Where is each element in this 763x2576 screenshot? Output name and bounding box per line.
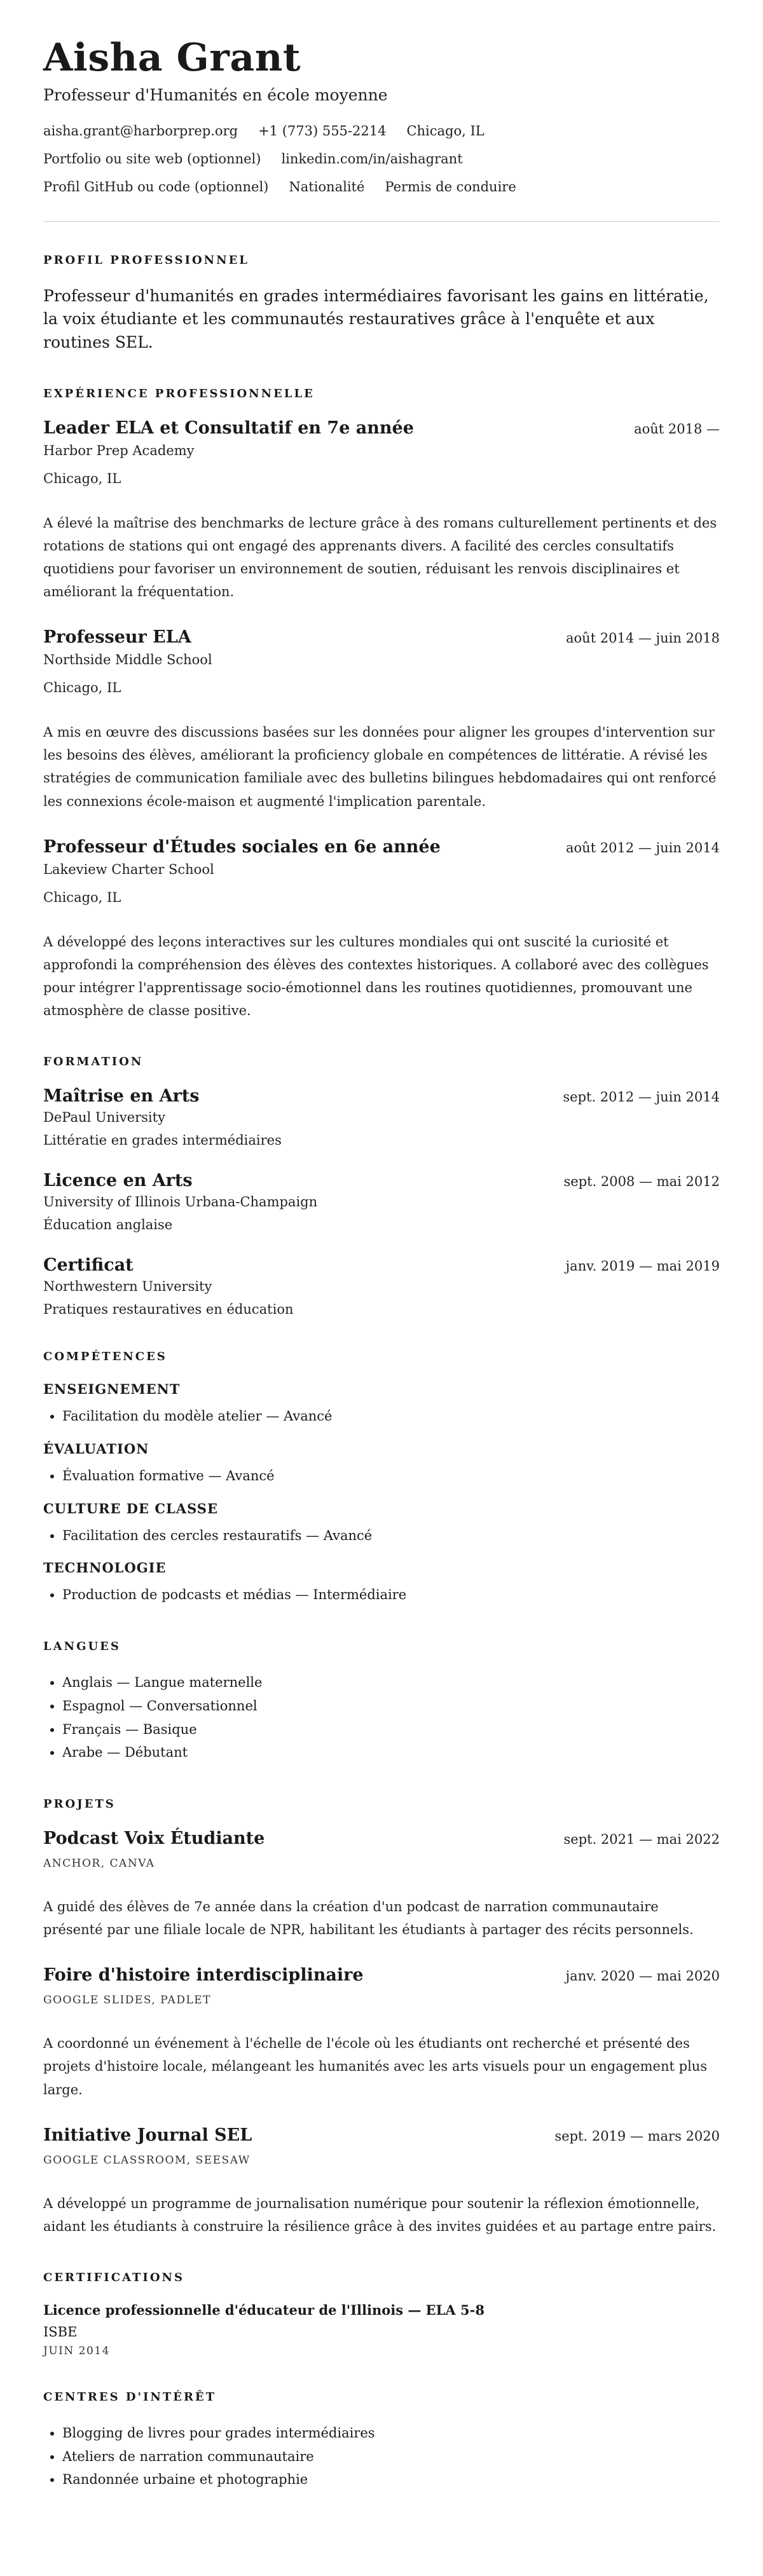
interests-section: [43, 2390, 720, 2491]
interests-list: [43, 2422, 720, 2491]
project-description: A développé un programme de journalisation numérique pour soutenir la réflexion émotionnelle, aidant les étudiants à construire la résilience grâce à des invites guidées et au partage entre pairs.: [43, 2195, 717, 2234]
job-location: Chicago, IL: [43, 470, 121, 486]
education-section: [43, 1055, 720, 1317]
job-title: Professeur ELA: [43, 627, 191, 648]
projects-section: [43, 1797, 720, 2238]
skill-category: CULTURE DE CLASSE: [43, 1500, 218, 1516]
education-entry: [43, 1255, 720, 1317]
project-description: A guidé des élèves de 7e année dans la création d'un podcast de narration communautaire présenté par une filiale locale de NPR, habilitant les étudiants à partager des récits personnels.: [43, 1899, 694, 1938]
project-tools: GOOGLE CLASSROOM, SEESAW: [43, 2153, 251, 2167]
skill-item: • Production de podcasts et médias — Intermédiaire: [62, 1583, 720, 1607]
certification-name: Licence professionnelle d'éducateur de l'Illinois — ELA 5-8: [43, 2301, 485, 2318]
job-dates: août 2014 — juin 2018: [566, 630, 720, 646]
contact-linkedin[interactable]: linkedin.com/in/aishagrant: [281, 151, 463, 167]
job-employer: Northside Middle School: [43, 652, 212, 668]
project-entry: [43, 1829, 720, 1941]
resume-header: [43, 38, 720, 194]
section-title-languages: LANGUES: [43, 1640, 121, 1654]
section-title-education: FORMATION: [43, 1055, 144, 1069]
contact-location: Chicago, IL: [406, 123, 485, 139]
degree-title: Licence en Arts: [43, 1171, 193, 1191]
skill-item: • Facilitation des cercles restauratifs — Avancé: [62, 1524, 720, 1548]
school-name: DePaul University: [43, 1110, 165, 1126]
job-employer: Lakeview Charter School: [43, 861, 214, 877]
education-entry: [43, 1086, 720, 1148]
contact-license: Permis de conduire: [385, 179, 516, 194]
skill-category: ENSEIGNEMENT: [43, 1381, 181, 1398]
contact-nationality: Nationalité: [289, 179, 365, 194]
job-description: A mis en œuvre des discussions basées sur les données pour aligner les groupes d'intervention sur les besoins des élèves, améliorant la proficiency globale en compétences de littératie. A révisé les stratégies de communication familiale avec des bulletins bilingues hebdomadaires qui ont renforcé les connexions école-maison et augmenté l'implication parentale.: [43, 725, 717, 809]
project-title: Foire d'histoire interdisciplinaire: [43, 1965, 364, 1986]
skill-group: [43, 1381, 720, 1428]
job-title: Leader ELA et Consultatif en 7e année: [43, 418, 414, 438]
project-tools: GOOGLE SLIDES, PADLET: [43, 1994, 211, 2007]
section-title-projects: PROJETS: [43, 1797, 116, 1811]
contact-portfolio[interactable]: Portfolio ou site web (optionnel): [43, 151, 261, 167]
certification-entry: [43, 2302, 720, 2357]
project-entry: [43, 2125, 720, 2238]
skills-section: [43, 1350, 720, 1607]
languages-list: [43, 1671, 720, 1764]
project-title: Initiative Journal SEL: [43, 2125, 252, 2145]
job-dates: août 2012 — juin 2014: [566, 840, 720, 855]
job-location: Chicago, IL: [43, 889, 121, 905]
header-divider: [43, 221, 720, 222]
interest-item: • Randonnée urbaine et photographie: [62, 2468, 720, 2491]
school-name: University of Illinois Urbana-Champaign: [43, 1194, 318, 1210]
section-title-interests: CENTRES D'INTÉRÊT: [43, 2390, 217, 2404]
skill-category: TECHNOLOGIE: [43, 1560, 167, 1576]
project-entry: [43, 1965, 720, 2101]
interest-item: • Ateliers de narration communautaire: [62, 2445, 720, 2469]
school-name: Northwestern University: [43, 1279, 212, 1295]
skill-group: [43, 1560, 720, 1607]
degree-dates: sept. 2012 — juin 2014: [563, 1089, 720, 1105]
certifications-section: [43, 2271, 720, 2357]
degree-field: Littératie en grades intermédiaires: [43, 1133, 282, 1148]
project-tools: ANCHOR, CANVA: [43, 1857, 155, 1871]
contact-row-2: [43, 151, 720, 167]
certification-issuer: ISBE: [43, 2324, 78, 2340]
skill-group: [43, 1501, 720, 1548]
project-description: A coordonné un événement à l'échelle de l'école où les étudiants ont recherché et présenté des projets d'histoire locale, mélangeant les humanités avec les arts visuels pour un engagement plus large.: [43, 2036, 708, 2097]
experience-section: [43, 387, 720, 1022]
job-employer: Harbor Prep Academy: [43, 442, 195, 458]
interest-item: • Blogging de livres pour grades intermédiaires: [62, 2422, 720, 2445]
degree-dates: sept. 2008 — mai 2012: [563, 1174, 720, 1190]
contact-row-3: [43, 179, 720, 194]
project-dates: janv. 2020 — mai 2020: [565, 1968, 720, 1984]
language-item: • Français — Basique: [62, 1718, 720, 1741]
project-dates: sept. 2019 — mars 2020: [554, 2128, 720, 2144]
job-dates: août 2018 —: [634, 421, 720, 437]
certification-date: JUIN 2014: [43, 2344, 110, 2357]
experience-entry: [43, 418, 720, 603]
contact-phone[interactable]: +1 (773) 555-2214: [258, 123, 387, 139]
section-title-experience: EXPÉRIENCE PROFESSIONNELLE: [43, 386, 315, 400]
skill-item: • Facilitation du modèle atelier — Avancé: [62, 1405, 720, 1428]
degree-title: Certificat: [43, 1255, 134, 1276]
section-title-certifications: CERTIFICATIONS: [43, 2270, 184, 2284]
degree-field: Éducation anglaise: [43, 1217, 173, 1233]
experience-entry: [43, 837, 720, 1022]
skill-category: ÉVALUATION: [43, 1440, 149, 1457]
project-dates: sept. 2021 — mai 2022: [563, 1832, 720, 1848]
candidate-name: Aisha Grant: [43, 36, 301, 80]
degree-title: Maîtrise en Arts: [43, 1086, 200, 1107]
language-item: • Espagnol — Conversationnel: [62, 1694, 720, 1718]
profile-summary: Professeur d'humanités en grades intermédiaires favorisant les gains en littératie, la voix étudiante et les communautés restauratives grâce à l'enquête et aux routines SEL.: [43, 287, 709, 351]
languages-section: [43, 1640, 720, 1764]
job-description: A élevé la maîtrise des benchmarks de lecture grâce à des romans culturellement pertinents et des rotations de stations qui ont engagé des apprenants divers. A facilité des cercles consultatifs quotidiens pour favoriser un environnement de soutien, réduisant les renvois disciplinaires et améliorant la fréquentation.: [43, 515, 717, 600]
education-entry: [43, 1171, 720, 1232]
profile-section: [43, 254, 720, 354]
contact-email[interactable]: aisha.grant@harborprep.org: [43, 123, 238, 139]
job-description: A développé des leçons interactives sur les cultures mondiales qui ont suscité la curiosité et approfondi la compréhension des élèves des contextes historiques. A collaboré avec des collègues pour intégrer l'apprentissage socio-émotionnel dans les routines quotidiennes, promouvant une atmosphère de classe positive.: [43, 934, 709, 1018]
job-title: Professeur d'Études sociales en 6e année: [43, 836, 441, 857]
project-title: Podcast Voix Étudiante: [43, 1829, 265, 1849]
degree-field: Pratiques restauratives en éducation: [43, 1302, 294, 1318]
skill-item: • Évaluation formative — Avancé: [62, 1464, 720, 1488]
experience-entry: [43, 627, 720, 812]
contact-github[interactable]: Profil GitHub ou code (optionnel): [43, 179, 269, 194]
language-item: • Anglais — Langue maternelle: [62, 1671, 720, 1694]
skill-group: [43, 1441, 720, 1488]
job-location: Chicago, IL: [43, 680, 121, 696]
section-title-skills: COMPÉTENCES: [43, 1350, 167, 1364]
contact-row-1: [43, 123, 720, 139]
degree-dates: janv. 2019 — mai 2019: [565, 1258, 720, 1274]
candidate-headline: Professeur d'Humanités en école moyenne: [43, 86, 388, 104]
language-item: • Arabe — Débutant: [62, 1741, 720, 1764]
section-title-profile: PROFIL PROFESSIONNEL: [43, 254, 249, 267]
